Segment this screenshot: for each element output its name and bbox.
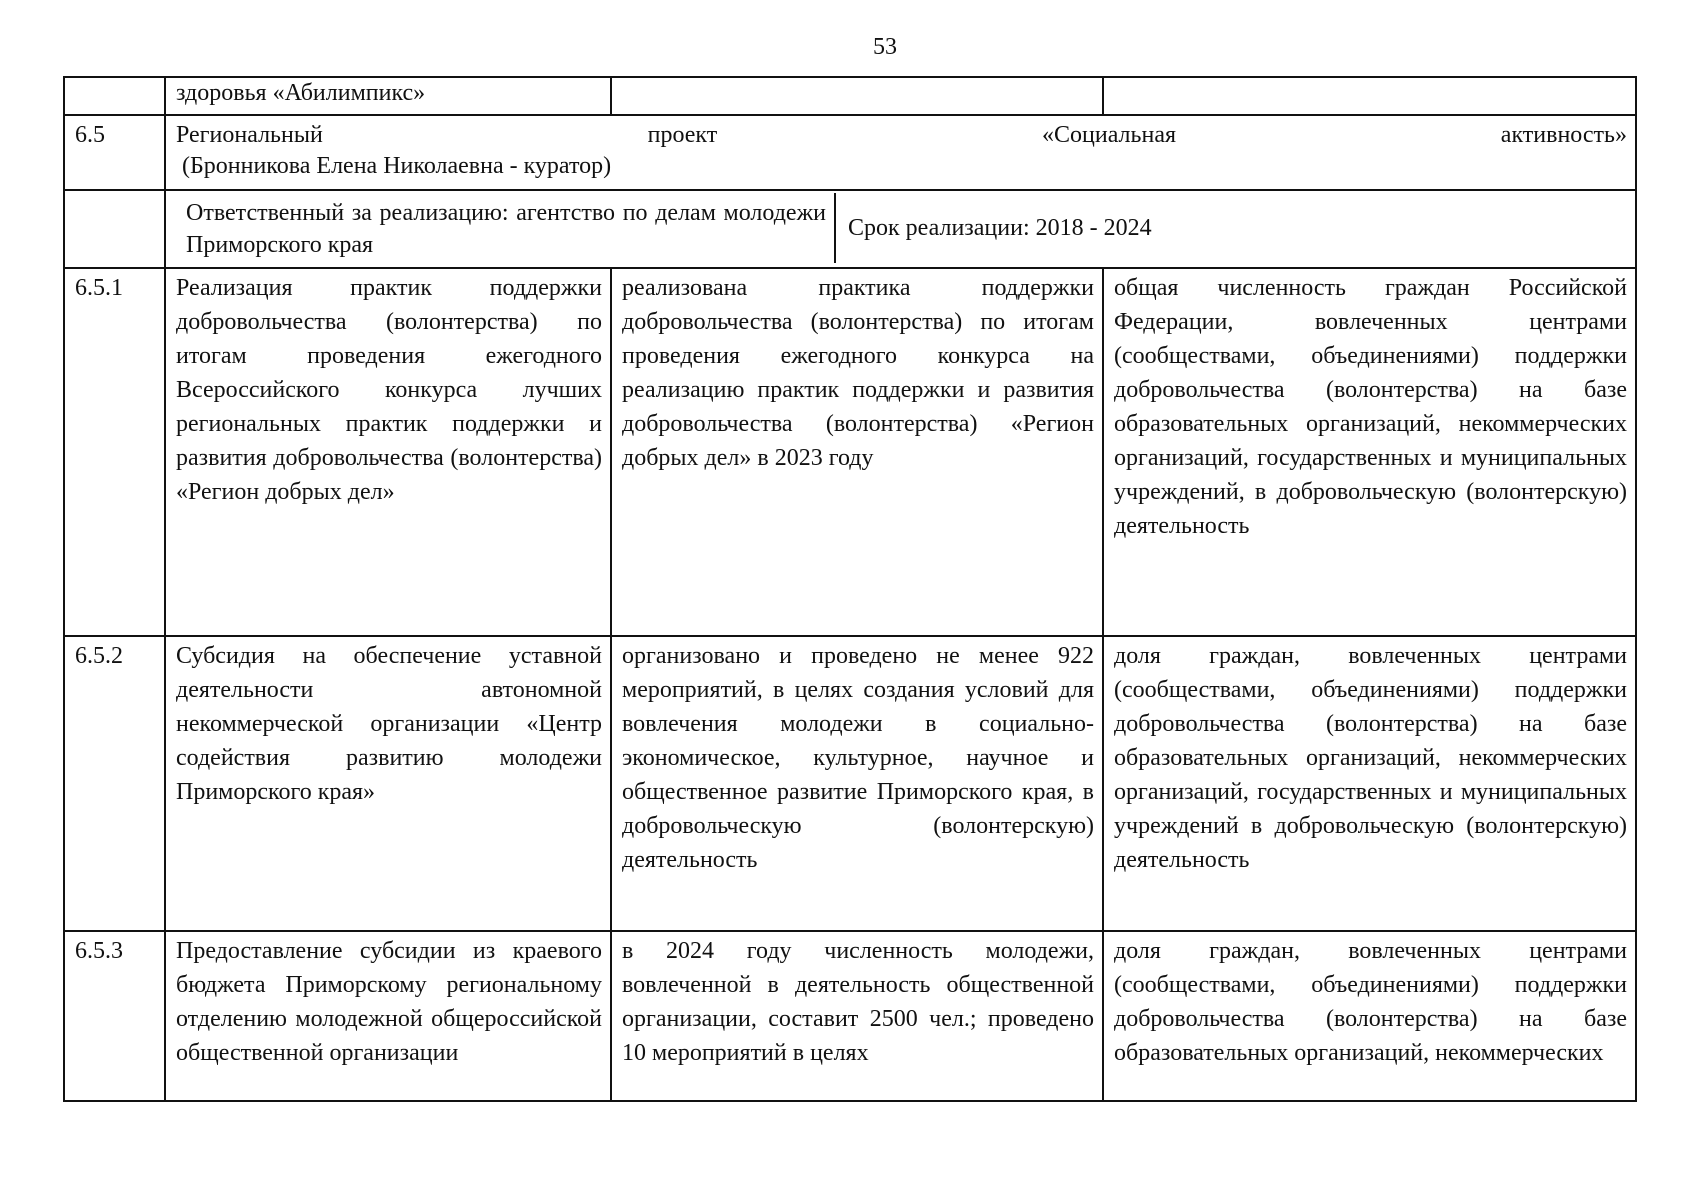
cell-indicator: доля граждан, вовлеченных центрами (сообществами, объединениями) поддержки добровольчества (волонтерства) на базе образовательных организаций, некоммерческих (1103, 931, 1636, 1101)
cell-indicator (1103, 77, 1636, 115)
table-row-responsible (64, 190, 1636, 269)
table-row-continuation (64, 77, 1636, 115)
cell-empty (64, 190, 165, 269)
table-row-6-5-2 (64, 636, 1636, 931)
cell-result (611, 77, 1103, 115)
implementation-period-text: Срок реализации: 2018 - 2024 (848, 214, 1152, 241)
project-title-word: проект (647, 122, 718, 149)
cell-number: 6.5.2 (64, 636, 165, 931)
project-title-word: Региональный (176, 122, 323, 149)
project-title-word: активность» (1500, 122, 1627, 149)
cell-indicator: доля граждан, вовлеченных центрами (сообществами, объединениями) поддержки добровольчества (волонтерства) на базе образовательных организаций, некоммерческих организаций, государственных и муниципальных учреждений в добровольческую (волонтерскую) деятельность (1103, 636, 1636, 931)
project-title-word: «Социальная (1042, 122, 1177, 149)
cell-event-name: Реализация практик поддержки добровольчества (волонтерства) по итогам проведения ежегодного Всероссийского конкурса лучших региональных практик поддержки и развития добровольчества (волонтерства) «Регион добрых дел» (165, 268, 611, 636)
implementation-period (836, 193, 1627, 263)
cell-event-name: здоровья «Абилимпикс» (165, 77, 611, 115)
cell-result: в 2024 году численность молодежи, вовлеченной в деятельность общественной организации, составит 2500 чел.; проведено 10 мероприятий в целях (611, 931, 1103, 1101)
table-row-6-5-1 (64, 268, 1636, 636)
project-curator: (Бронникова Елена Николаевна - куратор) (182, 153, 612, 180)
cell-indicator: общая численность граждан Российской Федерации, вовлеченных центрами (сообществами, объединениями) поддержки добровольчества (волонтерства) на базе образовательных организаций, некоммерческих организаций, государственных и муниципальных учреждений, в добровольческую (волонтерскую) деятельность (1103, 268, 1636, 636)
cell-result: реализована практика поддержки добровольчества (волонтерства) по итогам проведения ежегодного конкурса на реализацию практик поддержки и развития добровольчества (волонтерства) «Регион добрых дел» в 2023 году (611, 268, 1103, 636)
table-row-project-6-5 (64, 115, 1636, 189)
responsible-cell (165, 190, 1636, 269)
cell-number: 6.5.3 (64, 931, 165, 1101)
cell-result: организовано и проведено не менее 922 мероприятий, в целях создания условий для вовлечения молодежи в социально-экономическое, культурное, научное и общественное развитие Приморского края, в добровольческую (волонтерскую) деятельность (611, 636, 1103, 931)
cell-event-name: Субсидия на обеспечение уставной деятельности автономной некоммерческой организации «Центр содействия развитию молодежи Приморского края» (165, 636, 611, 931)
cell-number (64, 77, 165, 115)
measures-table (63, 76, 1637, 1102)
cell-number: 6.5 (64, 115, 165, 189)
project-title-line (176, 118, 1627, 152)
table-row-6-5-3 (64, 931, 1636, 1101)
page-number: 53 (873, 34, 897, 60)
cell-number: 6.5.1 (64, 268, 165, 636)
project-title-cell (165, 115, 1636, 189)
cell-event-name: Предоставление субсидии из краевого бюджета Приморскому региональному отделению молодежной общероссийской общественной организации (165, 931, 611, 1101)
responsible-agency: Ответственный за реализацию: агентство по делам молодежи Приморского края (176, 193, 836, 263)
